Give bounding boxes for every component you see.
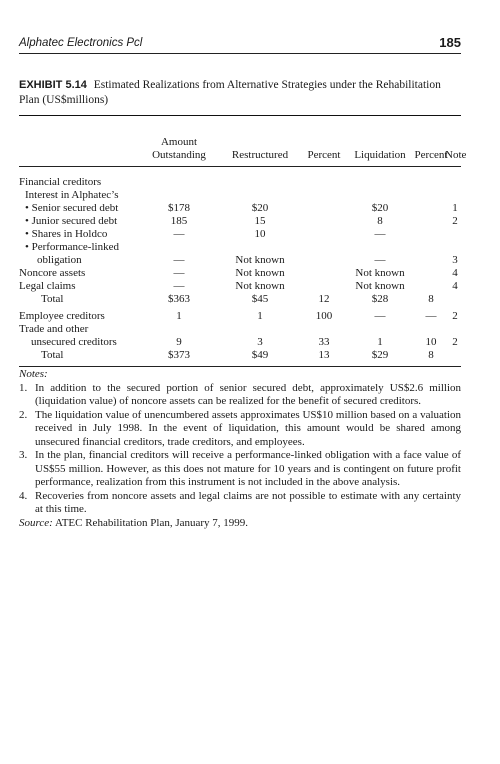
cell-amount: — bbox=[173, 280, 185, 292]
note-text: In the plan, financial creditors will receive a performance-linked obligation with a face value of US$55 million. However, as this does not mature for 10 years and is contingent on future profit performance, realization from this instrument is not included in the above analysis. bbox=[35, 449, 461, 488]
cell-note: 1 bbox=[452, 202, 458, 214]
cell-percent1: 12 bbox=[318, 293, 330, 305]
notes-section bbox=[19, 368, 461, 530]
row-label: Total bbox=[41, 349, 64, 361]
note-text: The liquidation value of unencumbered assets approximates US$10 million based on a valuation received in July 1998. In the event of liquidation, this amount would be shared among unsecured financial creditors, trade creditors, and employees. bbox=[35, 408, 461, 448]
col-header-amount-line1: Amount bbox=[160, 136, 198, 148]
running-header bbox=[19, 35, 461, 53]
row-label: • Performance-linked bbox=[25, 241, 119, 253]
cell-amount: $178 bbox=[168, 202, 190, 214]
cell-percent2: 8 bbox=[428, 349, 434, 361]
cell-note: 4 bbox=[452, 267, 458, 279]
cell-restructured: 1 bbox=[257, 310, 263, 322]
table-header-row-2 bbox=[19, 149, 467, 162]
cell-liquidation: 8 bbox=[377, 215, 383, 227]
row-label: • Senior secured debt bbox=[25, 202, 119, 214]
row-label: Total bbox=[41, 293, 64, 305]
cell-percent2: 8 bbox=[428, 293, 434, 305]
exhibit-caption bbox=[19, 78, 461, 108]
table-row bbox=[19, 241, 461, 254]
note-text: Recoveries from noncore assets and legal claims are not possible to estimate with any certainty at this time. bbox=[35, 489, 461, 515]
table-row bbox=[19, 280, 461, 293]
row-label: • Junior secured debt bbox=[25, 215, 118, 227]
note-text: In addition to the secured portion of senior secured debt, approximately US$2.6 million (liquidation value) of noncore assets can be realized for the benefit of secured creditors. bbox=[35, 381, 461, 407]
cell-amount: — bbox=[173, 228, 185, 240]
table-bottom-rule bbox=[19, 366, 461, 367]
cell-note: 2 bbox=[452, 310, 458, 322]
col-header-percent-2: Percent bbox=[414, 149, 448, 161]
running-title: Alphatec Electronics Pcl bbox=[19, 37, 143, 49]
cell-amount: $363 bbox=[168, 293, 190, 305]
row-label: Noncore assets bbox=[19, 267, 86, 279]
table-row bbox=[19, 267, 461, 280]
col-header-percent-1: Percent bbox=[307, 149, 341, 161]
cell-restructured: 10 bbox=[254, 228, 266, 240]
exhibit-label: EXHIBIT 5.14 bbox=[19, 79, 87, 91]
row-label: Financial creditors bbox=[19, 176, 102, 188]
cell-amount: 185 bbox=[170, 215, 188, 227]
cell-amount: — bbox=[173, 254, 185, 266]
header-divider bbox=[19, 166, 461, 167]
cell-note: 2 bbox=[452, 336, 458, 348]
row-label: Legal claims bbox=[19, 280, 76, 292]
col-header-amount-line2: Outstanding bbox=[152, 149, 206, 161]
row-label: Employee creditors bbox=[19, 310, 105, 322]
row-label: Interest in Alphatec’s bbox=[25, 189, 119, 201]
cell-restructured: $49 bbox=[251, 349, 269, 361]
cell-liquidation: Not known bbox=[355, 267, 405, 279]
cell-percent2: 10 bbox=[425, 336, 437, 348]
table-row bbox=[19, 349, 461, 362]
col-header-liquidation: Liquidation bbox=[354, 149, 406, 161]
cell-restructured: $20 bbox=[251, 202, 269, 214]
table-header-row-1 bbox=[19, 136, 461, 149]
note-number: 1. bbox=[19, 381, 28, 394]
source-label: Source: bbox=[19, 516, 53, 529]
table-row bbox=[19, 254, 461, 267]
table-row bbox=[19, 293, 461, 306]
cell-restructured: $45 bbox=[251, 293, 269, 305]
cell-amount: $373 bbox=[168, 349, 190, 361]
cell-liquidation: $20 bbox=[371, 202, 389, 214]
row-label: • Shares in Holdco bbox=[25, 228, 108, 240]
cell-percent1: 100 bbox=[315, 310, 333, 322]
cell-amount: — bbox=[173, 267, 185, 279]
notes-list bbox=[19, 382, 461, 517]
cell-restructured: Not known bbox=[235, 267, 285, 279]
cell-liquidation: $29 bbox=[371, 349, 389, 361]
table-row bbox=[19, 323, 461, 336]
cell-liquidation: — bbox=[374, 254, 386, 266]
cell-liquidation: — bbox=[374, 310, 386, 322]
exhibit-title: Estimated Realizations from Alternative Strategies under the Rehabilitation Plan (US$millions) bbox=[19, 79, 441, 106]
cell-restructured: 3 bbox=[257, 336, 263, 348]
cell-liquidation: Not known bbox=[355, 280, 405, 292]
cell-liquidation: 1 bbox=[377, 336, 383, 348]
table-row bbox=[19, 310, 461, 323]
note-item bbox=[19, 490, 461, 517]
cell-restructured: Not known bbox=[235, 280, 285, 292]
note-number: 4. bbox=[19, 489, 28, 502]
table-row bbox=[19, 336, 461, 349]
book-page bbox=[19, 35, 467, 529]
notes-title: Notes: bbox=[19, 368, 48, 380]
cell-liquidation: $28 bbox=[371, 293, 389, 305]
cell-percent1: 33 bbox=[318, 336, 330, 348]
header-rule bbox=[19, 53, 461, 54]
row-label: obligation bbox=[37, 254, 82, 266]
page-number: 185 bbox=[439, 35, 461, 50]
table-row bbox=[19, 202, 461, 215]
cell-amount: 9 bbox=[176, 336, 182, 348]
cell-note: 3 bbox=[452, 254, 458, 266]
table-row bbox=[19, 189, 461, 202]
row-label: Trade and other bbox=[19, 323, 89, 335]
col-header-restructured: Restructured bbox=[231, 149, 289, 161]
note-item bbox=[19, 449, 461, 490]
note-number: 2. bbox=[19, 408, 28, 421]
source-line bbox=[19, 517, 461, 531]
note-number: 3. bbox=[19, 449, 28, 461]
cell-liquidation: — bbox=[374, 228, 386, 240]
col-header-note: Note bbox=[445, 149, 467, 161]
cell-percent2: — bbox=[425, 310, 437, 322]
source-text: ATEC Rehabilitation Plan, January 7, 1999. bbox=[54, 516, 249, 529]
cell-restructured: 15 bbox=[254, 215, 266, 227]
cell-note: 4 bbox=[452, 280, 458, 292]
note-item bbox=[19, 409, 461, 450]
caption-rule bbox=[19, 115, 461, 116]
table-row bbox=[19, 215, 461, 228]
cell-percent1: 13 bbox=[318, 349, 330, 361]
note-item bbox=[19, 382, 461, 409]
cell-amount: 1 bbox=[176, 310, 182, 322]
table-row bbox=[19, 228, 461, 241]
table-row bbox=[19, 176, 461, 189]
row-label: unsecured creditors bbox=[31, 336, 117, 348]
cell-note: 2 bbox=[452, 215, 458, 227]
cell-restructured: Not known bbox=[235, 254, 285, 266]
